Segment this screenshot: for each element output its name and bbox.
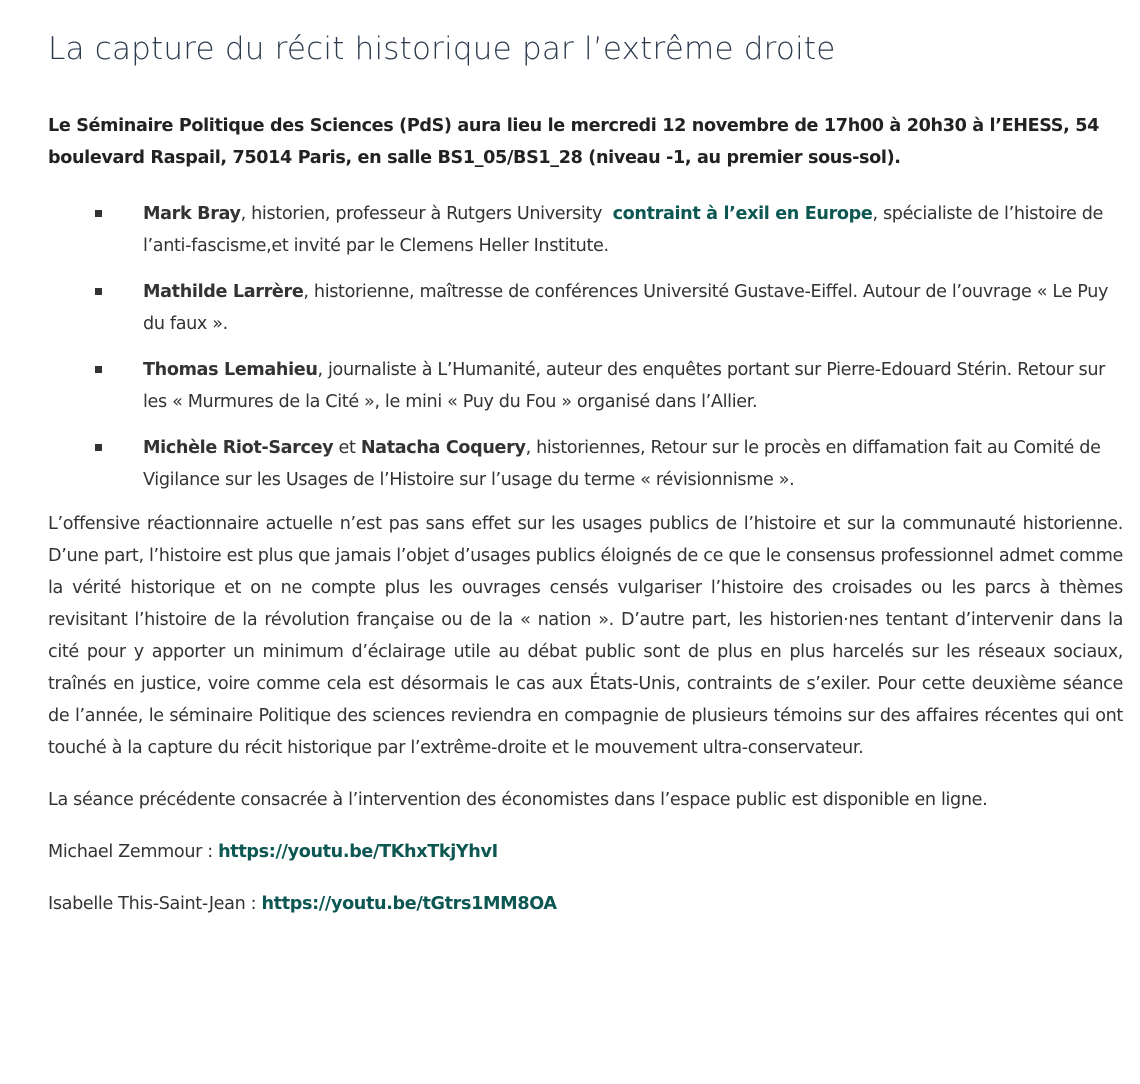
intro-details: aura lieu le mercredi 12 novembre de 17h00 à 20h30 à l’EHESS, 54 boulevard Raspail, 75014 Paris, en salle BS1_05/BS1_28 (niveau -1, au premier sous-sol).	[48, 116, 1100, 168]
video-link[interactable]: https://youtu.be/tGtrs1MM8OA	[261, 894, 557, 914]
square-bullet-icon	[95, 444, 102, 451]
video-line	[48, 888, 1123, 920]
intro-paragraph	[48, 110, 1123, 174]
exile-article-link[interactable]: contraint à l’exil en Europe	[612, 204, 873, 224]
video-speaker-label: Michael Zemmour :	[48, 842, 219, 862]
article	[48, 0, 1123, 920]
video-link[interactable]: https://youtu.be/TKhxTkjYhvI	[218, 842, 498, 862]
body-paragraph: L’offensive réactionnaire actuelle n’est pas sans effet sur les usages publics de l’histoire et sur la communauté historienne. D’une part, l’histoire est plus que jamais l’objet d’usages publics éloignés de ce que le consensus professionnel admet comme la vérité historique et on ne compte plus les ouvrages censés vulgariser l’histoire des croisades ou les parcs à thèmes revisitant l’histoire de la révolution française ou de la « nation ». D’autre part, les historien·nes tentant d’intervenir dans la cité pour y apporter un minimum d’éclairage utile au débat public sont de plus en plus harcelés sur les réseaux sociaux, traînés en justice, voire comme cela est désormais le cas aux États-Unis, contraints de s’exiler. Pour cette deuxième séance de l’année, le séminaire Politique des sciences reviendra en compagnie de plusieurs témoins sur des affaires récentes qui ont touché à la capture du récit historique par l’extrême-droite et le mouvement ultra-conservateur.	[48, 514, 1123, 758]
speaker-description: , historiennes, Retour sur le procès en diffamation fait au Comité de Vigilance sur les Usages de l’Histoire sur l’usage du terme « révisionnisme ».	[143, 438, 1101, 490]
video-speaker-label: Isabelle This-Saint-Jean :	[48, 894, 262, 914]
speaker-name: Mathilde Larrère	[143, 282, 304, 302]
speaker-description-continued: , spécialiste de l’histoire de l’anti-fascisme,et invité par le Clemens Heller Institute.	[143, 204, 1103, 256]
speaker-description: , historienne, maîtresse de conférences Université Gustave-Eiffel. Autour de l’ouvrage « Le Puy du faux ».	[143, 282, 1109, 334]
speaker-name: Mark Bray	[143, 204, 241, 224]
list-item	[48, 354, 1123, 418]
list-item	[48, 432, 1123, 496]
previous-session-paragraph: La séance précédente consacrée à l’intervention des économistes dans l’espace public est disponible en ligne.	[48, 790, 988, 810]
speaker-name-second: Natacha Coquery	[360, 438, 526, 458]
speaker-connector: et	[333, 438, 361, 458]
intro-seminar-name: Le Séminaire Politique des Sciences (PdS)	[48, 116, 452, 136]
speaker-description: , historien, professeur à Rutgers University	[240, 204, 613, 224]
page-title: La capture du récit historique par l’extrême droite	[48, 31, 836, 67]
square-bullet-icon	[95, 210, 102, 217]
speaker-name: Michèle Riot-Sarcey	[143, 438, 334, 458]
square-bullet-icon	[95, 366, 102, 373]
list-item	[48, 198, 1123, 262]
video-line	[48, 836, 1123, 868]
list-item	[48, 276, 1123, 340]
square-bullet-icon	[95, 288, 102, 295]
speakers-list	[48, 198, 1123, 496]
speaker-description: , journaliste à L’Humanité, auteur des enquêtes portant sur Pierre-Edouard Stérin. Retour sur les « Murmures de la Cité », le mini « Puy du Fou » organisé dans l’Allier.	[143, 360, 1106, 412]
speaker-name: Thomas Lemahieu	[143, 360, 318, 380]
